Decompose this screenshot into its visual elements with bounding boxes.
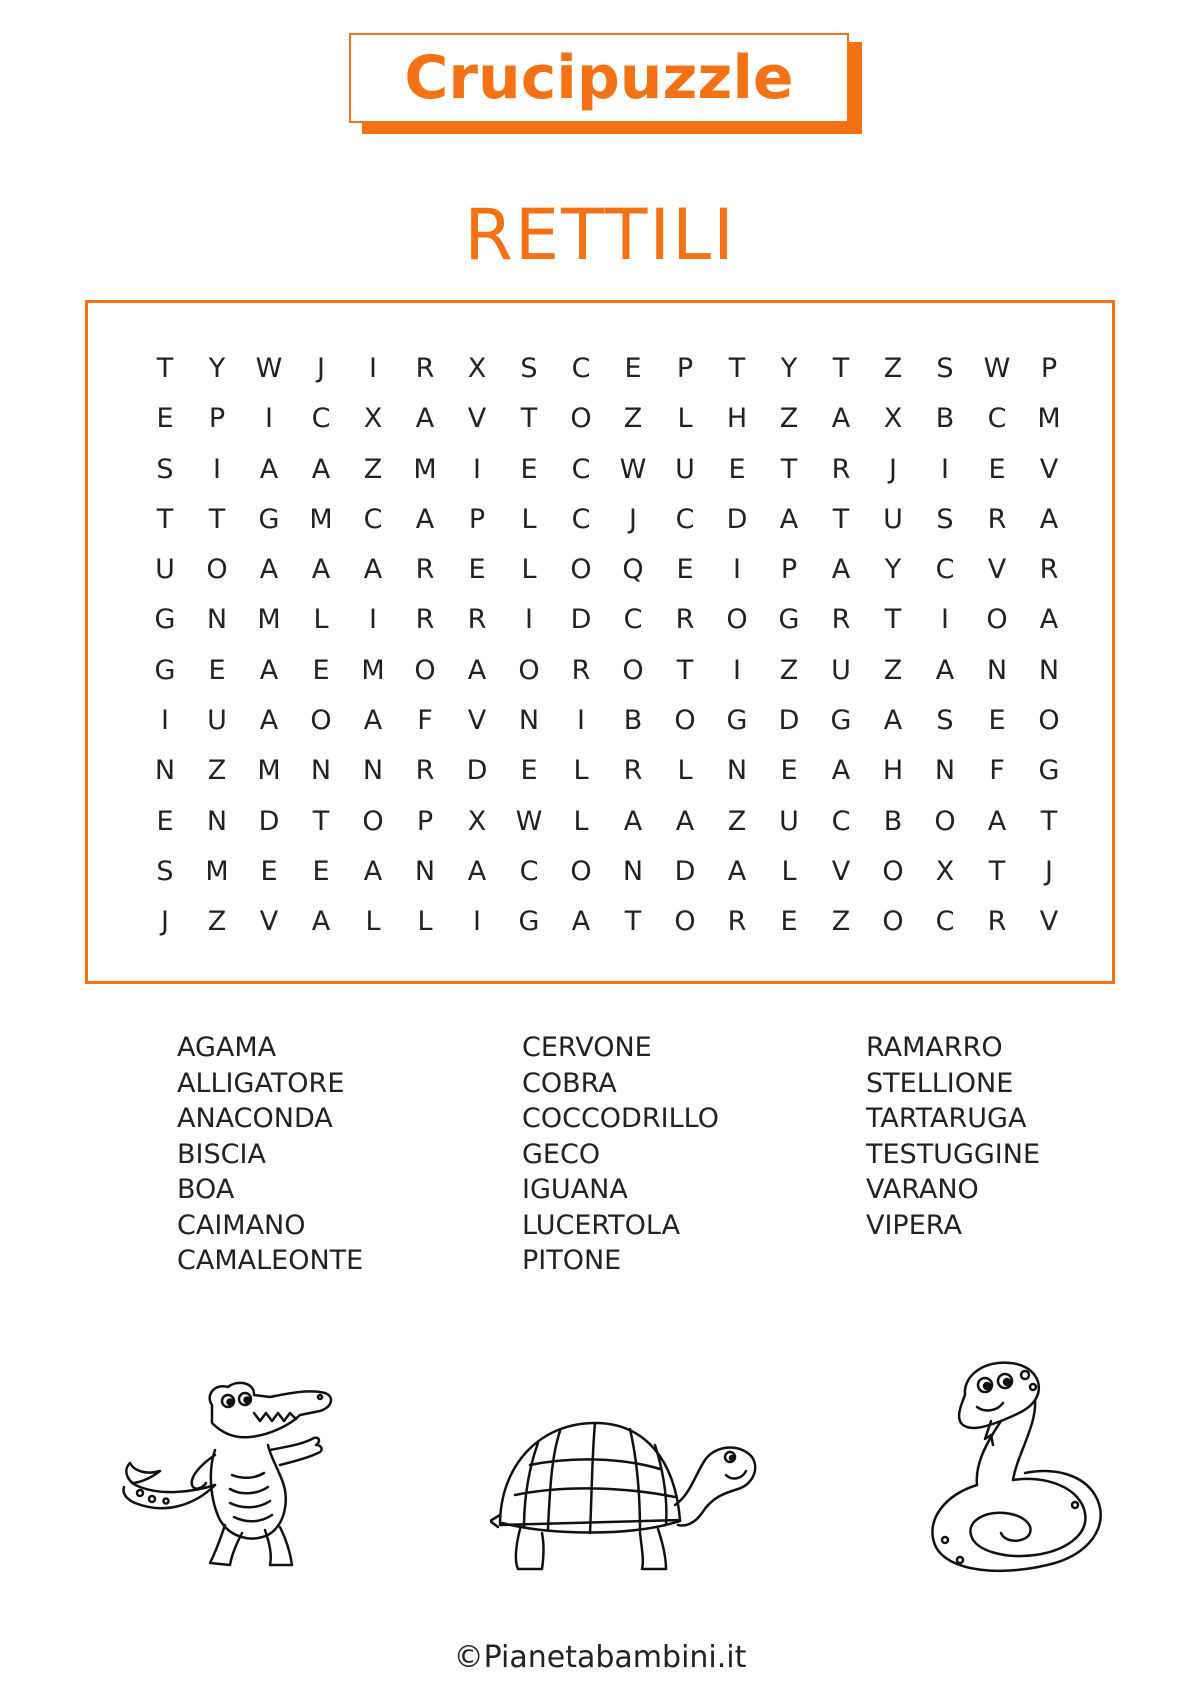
grid-letter: D [778, 705, 800, 737]
grid-letter: C [571, 353, 591, 384]
grid-letter: D [258, 805, 280, 837]
grid-letter: N [154, 755, 176, 787]
grid-letter: O [986, 604, 1008, 636]
word-list-column-1 [177, 1030, 363, 1279]
grid-letter: A [675, 805, 695, 837]
grid-letter: T [208, 503, 226, 535]
grid-letter: Y [780, 353, 798, 384]
grid-letter: C [675, 503, 695, 535]
grid-letter: A [415, 503, 435, 535]
grid-letter: X [467, 805, 487, 837]
grid-letter: A [415, 403, 435, 435]
grid-letter: L [573, 805, 589, 837]
grid-letter: Z [779, 403, 799, 435]
grid-letter: A [883, 705, 903, 737]
grid-letter: M [413, 453, 437, 485]
grid-letter: I [161, 705, 169, 737]
grid-letter: A [935, 654, 955, 686]
grid-letter: N [518, 705, 540, 737]
grid-letter: P [780, 554, 798, 586]
grid-letter: G [518, 906, 540, 938]
grid-letter: I [473, 453, 481, 485]
word-list-column-3 [866, 1030, 1040, 1243]
grid-letter: A [831, 403, 851, 435]
grid-letter: R [831, 453, 851, 485]
grid-letter: T [1040, 805, 1058, 837]
grid-letter: J [161, 906, 169, 938]
grid-letter: C [623, 604, 643, 636]
grid-letter: G [154, 604, 176, 636]
grid-letter: E [988, 453, 1006, 485]
grid-letter: N [206, 805, 228, 837]
grid-letter: R [571, 654, 591, 686]
snake-illustration [905, 1355, 1125, 1585]
grid-letter: T [312, 805, 330, 837]
grid-letter: Z [727, 805, 747, 837]
grid-letter: M [1037, 403, 1061, 435]
grid-letter: L [521, 503, 537, 535]
word-list-item: VARANO [866, 1174, 979, 1205]
grid-letter: V [467, 705, 487, 737]
grid-letter: P [468, 503, 486, 535]
grid-letter: L [521, 554, 537, 586]
grid-letter: T [624, 906, 642, 938]
grid-letter: R [467, 604, 487, 636]
site-name: Pianetabambini.it [483, 1640, 747, 1675]
grid-letter: A [467, 654, 487, 686]
grid-letter: Z [623, 403, 643, 435]
grid-letter: L [573, 755, 589, 787]
grid-letter: C [831, 805, 851, 837]
grid-letter: J [1045, 855, 1053, 887]
grid-letter: T [884, 604, 902, 636]
grid-letter: S [936, 705, 954, 737]
grid-letter: L [677, 755, 693, 787]
grid-letter: O [362, 805, 384, 837]
grid-letter: R [1039, 554, 1059, 586]
grid-letter: R [727, 906, 747, 938]
grid-letter: X [935, 855, 955, 887]
grid-letter: J [317, 353, 325, 384]
grid-letter: L [781, 855, 797, 887]
grid-letter: O [518, 654, 540, 686]
grid-letter: U [675, 453, 695, 485]
grid-letter: A [1039, 604, 1059, 636]
grid-letter: T [520, 403, 538, 435]
grid-letter: G [726, 705, 748, 737]
grid-letter: C [311, 403, 331, 435]
grid-letter: O [414, 654, 436, 686]
grid-letter: T [156, 353, 174, 384]
grid-letter: V [259, 906, 279, 938]
grid-letter: C [363, 503, 383, 535]
grid-letter: V [1039, 906, 1059, 938]
grid-letter: E [208, 654, 226, 686]
grid-letter: O [570, 403, 592, 435]
grid-letter: I [213, 453, 221, 485]
turtle-illustration [490, 1405, 760, 1585]
grid-letter: N [362, 755, 384, 787]
word-list-item: IGUANA [522, 1174, 628, 1205]
word-search-grid [139, 344, 1075, 948]
grid-letter: Z [883, 353, 903, 384]
grid-letter: O [206, 554, 228, 586]
grid-letter: B [935, 403, 955, 435]
grid-letter: C [935, 554, 955, 586]
grid-letter: O [570, 554, 592, 586]
grid-letter: O [674, 906, 696, 938]
word-list-column-2 [522, 1030, 719, 1279]
word-list-item: CAMALEONTE [177, 1245, 364, 1276]
grid-letter: Z [207, 906, 227, 938]
grid-letter: G [778, 604, 800, 636]
grid-letter: M [257, 755, 281, 787]
grid-letter: O [882, 855, 904, 887]
grid-letter: U [831, 654, 851, 686]
grid-letter: L [417, 906, 433, 938]
grid-letter: C [519, 855, 539, 887]
grid-letter: E [520, 453, 538, 485]
grid-letter: Z [883, 654, 903, 686]
grid-letter: Q [622, 554, 644, 586]
grid-letter: I [941, 604, 949, 636]
grid-letter: S [156, 855, 174, 887]
word-list-item: COCCODRILLO [522, 1103, 719, 1134]
grid-letter: F [417, 705, 433, 737]
grid-letter: O [622, 654, 644, 686]
grid-letter: A [831, 554, 851, 586]
grid-letter: E [780, 755, 798, 787]
grid-letter: U [207, 705, 227, 737]
grid-letter: L [677, 403, 693, 435]
grid-letter: C [571, 453, 591, 485]
grid-letter: G [258, 503, 280, 535]
grid-letter: N [934, 755, 956, 787]
grid-letter: V [467, 403, 487, 435]
grid-letter: P [1040, 353, 1058, 384]
grid-letter: V [831, 855, 851, 887]
word-list-item: TESTUGGINE [866, 1138, 1041, 1170]
grid-letter: R [987, 503, 1007, 535]
grid-letter: U [155, 554, 175, 586]
grid-letter: A [727, 855, 747, 887]
grid-letter: I [473, 906, 481, 938]
copyright-symbol: © [453, 1640, 484, 1675]
grid-letter: G [830, 705, 852, 737]
grid-letter: M [309, 503, 333, 535]
grid-letter: W [515, 805, 543, 837]
grid-letter: Y [884, 554, 902, 586]
grid-letter: P [676, 353, 694, 384]
grid-letter: A [987, 805, 1007, 837]
grid-letter: A [623, 805, 643, 837]
grid-letter: N [206, 604, 228, 636]
word-list-item: PITONE [522, 1245, 622, 1276]
grid-letter: D [726, 503, 748, 535]
grid-letter: N [986, 654, 1008, 686]
grid-letter: P [208, 403, 226, 435]
grid-letter: E [312, 855, 330, 887]
grid-letter: A [311, 906, 331, 938]
grid-letter: I [733, 654, 741, 686]
grid-letter: J [629, 503, 637, 535]
grid-letter: R [623, 755, 643, 787]
word-list-item: BOA [177, 1174, 235, 1205]
grid-letter: X [883, 403, 903, 435]
grid-letter: M [205, 855, 229, 887]
title-banner [349, 33, 849, 123]
grid-letter: A [779, 503, 799, 535]
grid-letter: R [831, 604, 851, 636]
grid-letter: E [988, 705, 1006, 737]
grid-letter: T [988, 855, 1006, 887]
grid-letter: S [936, 353, 954, 384]
grid-letter: A [571, 906, 591, 938]
grid-letter: A [363, 554, 383, 586]
grid-letter: R [415, 353, 435, 384]
grid-letter: A [363, 855, 383, 887]
grid-letter: U [779, 805, 799, 837]
grid-letter: Z [207, 755, 227, 787]
grid-letter: Z [831, 906, 851, 938]
grid-letter: T [780, 453, 798, 485]
grid-letter: T [832, 503, 850, 535]
grid-letter: G [1038, 755, 1060, 787]
grid-letter: O [570, 855, 592, 887]
grid-letter: B [623, 705, 643, 737]
grid-letter: V [987, 554, 1007, 586]
grid-letter: E [156, 403, 174, 435]
grid-letter: J [889, 453, 897, 485]
grid-letter: M [361, 654, 385, 686]
grid-letter: O [882, 906, 904, 938]
puzzle-subtitle: RETTILI [464, 194, 736, 276]
grid-letter: R [987, 906, 1007, 938]
grid-letter: L [365, 906, 381, 938]
grid-letter: O [726, 604, 748, 636]
grid-letter: C [987, 403, 1007, 435]
word-list-item: CAIMANO [177, 1209, 306, 1241]
grid-letter: A [259, 453, 279, 485]
grid-letter: N [1038, 654, 1060, 686]
grid-letter: N [414, 855, 436, 887]
word-list-item: LUCERTOLA [522, 1209, 681, 1241]
grid-letter: D [570, 604, 592, 636]
grid-letter: P [416, 805, 434, 837]
grid-letter: A [311, 453, 331, 485]
grid-letter: N [310, 755, 332, 787]
grid-letter: I [525, 604, 533, 636]
grid-letter: E [780, 906, 798, 938]
grid-letter: I [577, 705, 585, 737]
grid-letter: C [571, 503, 591, 535]
grid-letter: E [156, 805, 174, 837]
grid-letter: O [310, 705, 332, 737]
grid-letter: O [1038, 705, 1060, 737]
grid-letter: T [676, 654, 694, 686]
grid-letter: X [363, 403, 383, 435]
word-list-item: ALLIGATORE [177, 1067, 345, 1099]
grid-letter: S [520, 353, 538, 384]
grid-letter: R [415, 755, 435, 787]
footer-credit [0, 1640, 1200, 1675]
page-title: Crucipuzzle [404, 43, 794, 113]
word-list-item: ANACONDA [177, 1103, 333, 1134]
grid-letter: A [311, 554, 331, 586]
grid-letter: E [468, 554, 486, 586]
grid-letter: Z [779, 654, 799, 686]
grid-letter: C [935, 906, 955, 938]
word-list-item: STELLIONE [866, 1067, 1014, 1099]
word-list-item: BISCIA [177, 1138, 266, 1170]
grid-letter: A [259, 554, 279, 586]
grid-letter: R [415, 604, 435, 636]
grid-letter: A [363, 705, 383, 737]
grid-letter: W [255, 353, 283, 384]
grid-letter: E [260, 855, 278, 887]
grid-letter: G [154, 654, 176, 686]
word-list-item: VIPERA [866, 1209, 962, 1241]
grid-letter: V [1039, 453, 1059, 485]
grid-letter: D [674, 855, 696, 887]
grid-letter: W [983, 353, 1011, 384]
grid-letter: N [622, 855, 644, 887]
grid-letter: I [265, 403, 273, 435]
word-list-item: RAMARRO [866, 1032, 1003, 1063]
grid-letter: E [520, 755, 538, 787]
grid-letter: Y [208, 353, 226, 384]
grid-letter: R [415, 554, 435, 586]
grid-letter: A [259, 705, 279, 737]
grid-letter: H [726, 403, 748, 435]
grid-letter: T [156, 503, 174, 535]
grid-letter: L [313, 604, 329, 636]
word-list-item: CERVONE [522, 1032, 652, 1063]
grid-letter: E [312, 654, 330, 686]
grid-letter: E [676, 554, 694, 586]
grid-letter: U [883, 503, 903, 535]
grid-letter: I [369, 604, 377, 636]
grid-letter: R [675, 604, 695, 636]
grid-letter: D [466, 755, 488, 787]
grid-letter: H [882, 755, 904, 787]
grid-letter: X [467, 353, 487, 384]
grid-letter: W [619, 453, 647, 485]
grid-letter: O [674, 705, 696, 737]
grid-letter: S [156, 453, 174, 485]
grid-letter: T [832, 353, 850, 384]
word-list-item: AGAMA [177, 1032, 277, 1063]
grid-letter: E [728, 453, 746, 485]
grid-letter: A [467, 855, 487, 887]
grid-letter: A [831, 755, 851, 787]
word-list-item: GECO [522, 1138, 601, 1170]
grid-letter: O [934, 805, 956, 837]
word-list-item: TARTARUGA [866, 1103, 1027, 1134]
grid-letter: Z [363, 453, 383, 485]
grid-letter: T [728, 353, 746, 384]
grid-letter: N [726, 755, 748, 787]
grid-letter: A [1039, 503, 1059, 535]
grid-letter: M [257, 604, 281, 636]
grid-letter: F [989, 755, 1005, 787]
grid-letter: E [624, 353, 642, 384]
grid-letter: I [369, 353, 377, 384]
grid-letter: I [941, 453, 949, 485]
grid-letter: S [936, 503, 954, 535]
grid-letter: B [883, 805, 903, 837]
crocodile-illustration [120, 1375, 350, 1575]
word-list-item: COBRA [522, 1067, 617, 1099]
grid-letter: I [733, 554, 741, 586]
grid-letter: A [259, 654, 279, 686]
